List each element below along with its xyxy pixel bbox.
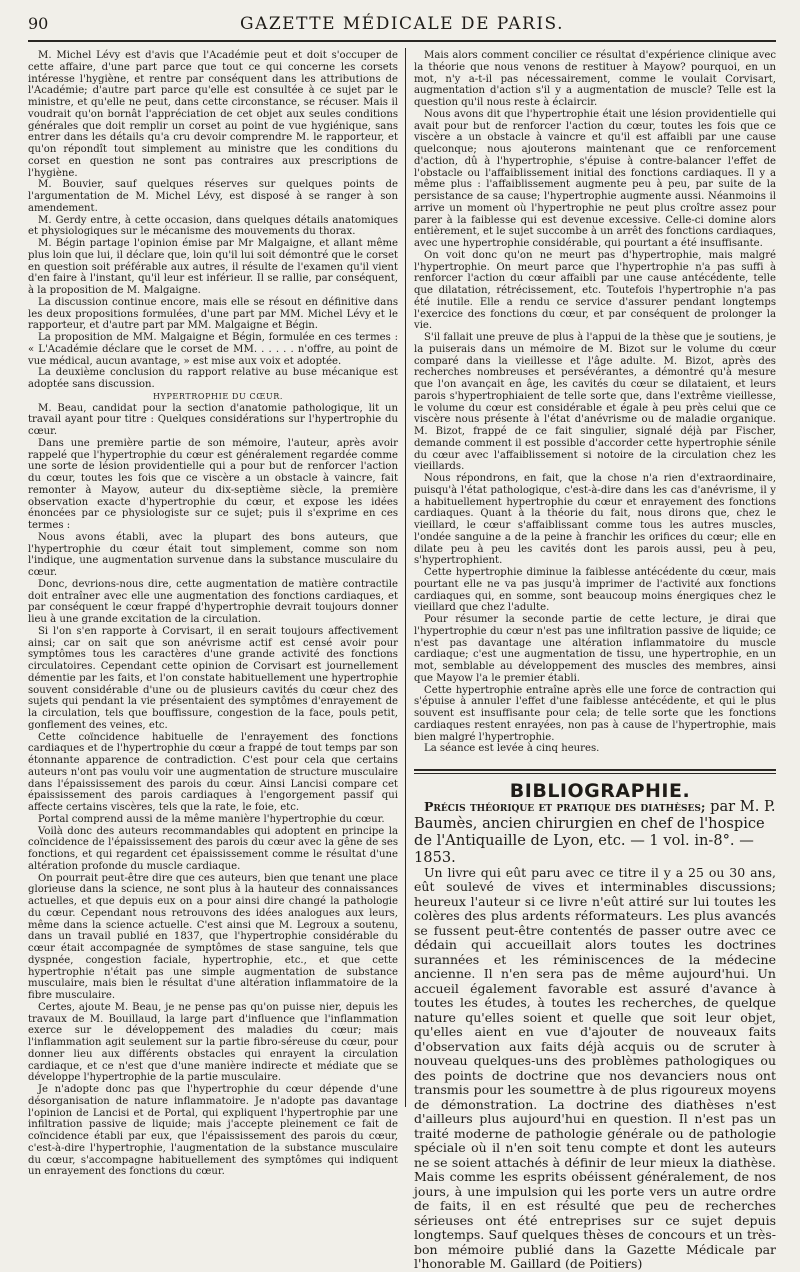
paragraph: M. Bouvier, sauf quelques réserves sur quelques points de l'argumentation de M. Michel Lévy, est disposé à se ranger à son amendement. [28,179,398,214]
paragraph: La proposition de MM. Malgaigne et Bégin, formulée en ces termes : « L'Académie déclare que le corset de MM. . . . . . n'offre, au point de vue médical, aucun avantage, » est mise aux voix et adoptée. [28,332,398,367]
paragraph: Si l'on s'en rapporte à Corvisart, il en serait toujours affectivement ainsi; car on sait que son anévrisme actif est censé avoir pour symptômes tous les caractères d'une grande activité des fonctions circulatoires. Cependant cette opinion de Corvisart est journellement démentie par les faits, et l'on constate habituellement une hypertrophie souvent considérable d'une ou de plusieurs cavités du cœur chez des sujets qui pendant la vie présentaient des symptômes d'enrayement de la circulation, tels que bouffissure, congestion de la face, pouls petit, gonflement des veines, etc. [28,625,398,731]
paragraph: La deuxième conclusion du rapport relative au buse mécanique est adoptée sans discussion. [28,367,398,390]
page-number: 90 [28,14,49,33]
book-title-name: Précis théorique et pratique des diathèses; [424,798,706,814]
paragraph: Pour résumer la seconde partie de cette lecture, je dirai que l'hypertrophie du cœur n'est pas une infiltration passive de liquide; ce n'est pas davantage une altération inflammatoire du muscle cardiaque; c'est une augmentation de tissu, une hypertrophie, en un mot, semblable au développement des muscles des membres, ainsi que Mayow l'a le premier établi. [414,614,776,684]
column-divider [405,48,406,1107]
section-heading: HYPERTROPHIE DU CŒUR. [152,391,283,401]
paragraph: Nous avons établi, avec la plupart des bons auteurs, que l'hypertrophie du cœur était tout simplement, comme son nom l'indique, une augmentation survenue dans la substance musculaire du cœur. [28,531,398,578]
paragraph: M. Gerdy entre, à cette occasion, dans quelques détails anatomiques et physiologiques sur le mécanisme des mouvements du thorax. [28,214,398,238]
bibliography-heading: BIBLIOGRAPHIE. [509,780,691,802]
journal-title: GAZETTE MÉDICALE DE PARIS. [240,14,564,34]
review-paragraph: Un livre qui eût paru avec ce titre il y a 25 ou 30 ans, eût soulevé de vives et interminables discussions; heureux l'auteur si ce livre n'eût attiré sur lui toutes les colères des plus ardents réformateurs. Les plus avancés se fussent peut-être contentés de passer outre avec ce dédain qui accueillait alors toutes les doctrines surannées et les réminiscences de la médecine ancienne. Il n'en sera pas de même aujourd'hui. Un accueil également favorable est assuré d'avance à toutes les études, à toutes les recherches, de quelque nature qu'elles soient et quelle que soit leur objet, qu'elles aient en vue d'ajouter de nouveaux faits d'observation aux faits déjà acquis ou de scruter à nouveau quelques-uns des problèmes pathologiques ou des points de doctrine que nos devanciers nous ont transmis pour les soumettre à de plus rigoureux moyens de démonstration. La doctrine des diathèses n'est d'ailleurs plus aujourd'hui en question. Il n'est pas un traité moderne de pathologie générale ou de pathologie spéciale où il n'en soit tenu compte et dont les auteurs ne se soient attachés à définir de leur mieux la diathèse. Mais comme les esprits obéissent généralement, de nos jours, à une impulsion qui les porte vers un autre ordre de faits, il en est résulté que peu de recherches sérieuses ont été entreprises sur ce sujet depuis longtemps. Sauf quelques thèses de concours et un très-bon mémoire publié dans la Gazette Médicale par l'honorable M. Gaillard (de Poitiers) [414,864,776,1272]
paragraph: La séance est levée à cinq heures. [424,743,600,755]
paragraph: Mais alors comment concilier ce résultat d'expérience clinique avec la théorie que nous venons de restituer à Mayow? pourquoi, en un mot, n'y a-t-il pas nécessairement, comme le voulait Corvisart, augmentation d'action s'il y a augmentation de muscle? Telle est la question qu'il nous reste à éclaircir. [414,50,776,108]
paragraph: Je n'adopte donc pas que l'hypertrophie du cœur dépende d'une désorganisation de nature inflammatoire. Je n'adopte pas davantage l'opinion de Lancisi et de Portal, qui expliquent l'hypertrophie par une infiltration passive de liquide; mais j'accepte pleinement ce fait de coïncidence établi par eux, que l'épaississement des parois du cœur, c'est-à-dire l'hypertrophie, l'augmentation de la substance musculaire du cœur, s'accompagne habituellement des symptômes qui indiquent un enrayement des fonctions du cœur. [28,1084,398,1178]
paragraph: On pourrait peut-être dire que ces auteurs, bien que tenant une place glorieuse dans la science, ne sont plus à la hauteur des connaissances actuelles, et que depuis eux on a pour ainsi dire changé la pathologie du cœur. Cependant nous retrouvons des idées analogues aux leurs, même dans la science actuelle. C'est ainsi que M. Legroux a soutenu, dans un travail publié en 1837, que l'hypertrophie considérable du cœur était accompagnée de symptômes de stase sanguine, tels que dyspnée, congestion faciale, hypertrophie, etc., et que cette hypertrophie n'était pas une simple augmentation de substance musculaire, mais bien le résultat d'une altération inflammatoire de la fibre musculaire. [28,872,398,1001]
paragraph: Voilà donc des auteurs recommandables qui adoptent en principe la coïncidence de l'épaississement des parois du cœur avec la gêne de ses fonctions, et qui regardent cet épaississement comme le résultat d'une altération profonde du muscle cardiaque. [28,825,398,872]
paragraph: M. Michel Lévy est d'avis que l'Académie peut et doit s'occuper de cette affaire, d'une part parce que tout ce qui concerne les corsets intéresse l'hygiène, et rentre par conséquent dans les attributions de l'Académie; d'autre part parce qu'elle est consultée à ce sujet par le ministre, et qu'elle ne peut, dans cette circonstance, se récuser. Mais il voudrait qu'on bornât l'appréciation de cet objet aux seules conditions générales que doit remplir un corset au point de vue hygiénique, sans entrer dans les détails qu'a cru devoir comprendre M. le rapporteur, et qu'on répondît tout simplement au ministre que les conditions du corset en question ne sont pas contraires aux prescriptions de l'hygiène. [28,50,398,179]
paragraph: Certes, ajoute M. Beau, je ne pense pas qu'on puisse nier, depuis les travaux de M. Bouillaud, la large part d'influence que l'inflammation exerce sur le développement des maladies du cœur; mais l'inflammation agit seulement sur la partie fibro-séreuse du cœur, pour donner lieu aux différents obstacles qui enrayent la circulation cardiaque, et ce n'est que d'une manière indirecte et médiate que se développe l'hypertrophie de la partie musculaire. [28,1001,398,1084]
left-column [28,50,398,1178]
page-header [28,8,776,42]
book-title-author: par M. P. Baumès, ancien chirurgien en chef de l'hospice de l'Antiquaille de Lyon, etc. — 1 vol. in-8°. — 1853. [414,797,776,866]
paragraph: Cette hypertrophie entraîne après elle une force de contraction qui s'épuise à annuler l'effet d'une faiblesse antécédente, et qui le plus souvent est insuffisante pour cela; de telle sorte que les fonctions cardiaques restent enrayées, non pas à cause de l'hypertrophie, mais bien malgré l'hypertrophie. [414,684,776,743]
paragraph: Donc, devrions-nous dire, cette augmentation de matière contractile doit entraîner avec elle une augmentation des fonctions cardiaques, et par conséquent le cœur frappé d'hypertrophie devrait toujours donner lieu à une grande excitation de la circulation. [28,578,398,625]
paragraph: S'il fallait une preuve de plus à l'appui de la thèse que je soutiens, je la puiserais dans un mémoire de M. Bizot sur le volume du cœur comparé dans la vieillesse et l'âge adulte. M. Bizot, après des recherches nombreuses et persévérantes, a démontré qu'à mesure que l'on avançait en âge, les cavités du cœur se dilataient, et leurs parois s'hypertrophiaient de telle sorte que, dans l'extrême vieillesse, le volume du cœur est considérable et égale à peu près celui que ce viscère nous présente à l'état d'anévrisme ou de maladie organique. M. Bizot, frappé de ce fait singulier, signalé déjà par Fischer, demande comment il est possible d'accorder cette hypertrophie sénile du cœur avec l'affaiblissement si notoire de la circulation chez les vieillards. [414,332,776,473]
paragraph: On voit donc qu'on ne meurt pas d'hypertrophie, mais malgré l'hypertrophie. On meurt parce que l'hypertrophie n'a pas suffi à renforcer l'action du cœur affaibli par une cause antécédente, telle que dilatation, rétrécissement, etc. Toutefois l'hypertrophie n'a pas été inutile. Elle a rendu ce service d'assurer pendant longtemps l'exercice des fonctions du cœur, et par conséquent de prolonger la vie. [414,249,776,332]
paragraph: M. Beau, candidat pour la section d'anatomie pathologique, lit un travail ayant pour titre : Quelques considérations sur l'hypertrophie du cœur. [28,402,398,437]
paragraph: La discussion continue encore, mais elle se résout en définitive dans les deux propositions formulées, d'une part par MM. Michel Lévy et le rapporteur, et d'autre part par MM. Malgaigne et Bégin. [28,296,398,332]
section-rule [414,769,776,774]
paragraph: Dans une première partie de son mémoire, l'auteur, après avoir rappelé que l'hypertrophie du cœur est généralement regardée comme une sorte de lésion providentielle qui a pour but de renforcer l'action du cœur, toutes les fois que ce viscère a un obstacle à vaincre, fait remonter à Mayow, auteur du dix-septième siècle, la première observation exacte d'hypertrophie du cœur, et expose les idées énoncées par ce physiologiste sur ce sujet; puis il s'exprime en ces termes : [28,437,398,531]
paragraph: Portal comprend aussi de la même manière l'hypertrophie du cœur. [38,813,385,825]
paragraph: M. Bégin partage l'opinion émise par Mr Malgaigne, et allant même plus loin que lui, il déclare que, loin qu'il lui soit démontré que le corset en question soit préférable aux autres, il résulte de l'examen qu'il vient d'en faire à l'instant, qu'il leur est inférieur. Il se rallie, par conséquent, à la proposition de M. Malgaigne. [28,238,398,296]
paragraph: Cette coïncidence habituelle de l'enrayement des fonctions cardiaques et de l'hypertrophie du cœur a frappé de tout temps par son étonnante apparence de contradiction. C'est pour cela que certains auteurs n'ont pas voulu voir une augmentation de structure musculaire dans l'épaississement des parois du cœur. Ainsi Lancisi compare cet épaississement des parois cardiaques à l'engorgement passif qui affecte certains viscères, tels que la rate, le foie, etc. [28,731,398,813]
right-column [414,50,776,1272]
paragraph: Cette hypertrophie diminue la faiblesse antécédente du cœur, mais pourtant elle ne va pas jusqu'à imprimer de l'activité aux fonctions cardiaques qui, en somme, sont beaucoup moins énergiques chez le vieillard que chez l'adulte. [414,567,776,614]
paragraph: Nous répondrons, en fait, que la chose n'a rien d'extraordinaire, puisqu'à l'état pathologique, c'est-à-dire dans les cas d'anévrisme, il y a habituellement hypertrophie du cœur et enrayement des fonctions cardiaques. Quant à la théorie du fait, nous dirons que, chez le vieillard, le cœur s'affaiblissant comme tous les autres muscles, l'ondée sanguine a de la peine à franchir les orifices du cœur; elle en dilate peu à peu les cavités dont les parois aussi, peu à peu, s'hypertrophient. [414,473,776,567]
paragraph: Nous avons dit que l'hypertrophie était une lésion providentielle qui avait pour but de renforcer l'action du cœur, toutes les fois que ce viscère a un obstacle à vaincre et qu'il est affaibli par une cause quelconque; nous ajouterons maintenant que ce renforcement d'action, dû à l'hypertrophie, s'épuise à contre-balancer l'effet de l'obstacle ou l'affaiblissement initial des fonctions cardiaques. Il y a même plus : l'affaiblissement augmente peu à peu, par suite de la persistance de sa cause; l'hypertrophie augmente aussi. Néanmoins il arrive un moment où l'hypertrophie ne peut plus croître assez pour parer à la faiblesse qui est devenue excessive. Celle-ci domine alors entièrement, et le sujet succombe à un arrêt des fonctions cardiaques, avec une hypertrophie considérable, qui pourtant a été insuffisante. [414,108,776,249]
book-title [414,798,776,866]
